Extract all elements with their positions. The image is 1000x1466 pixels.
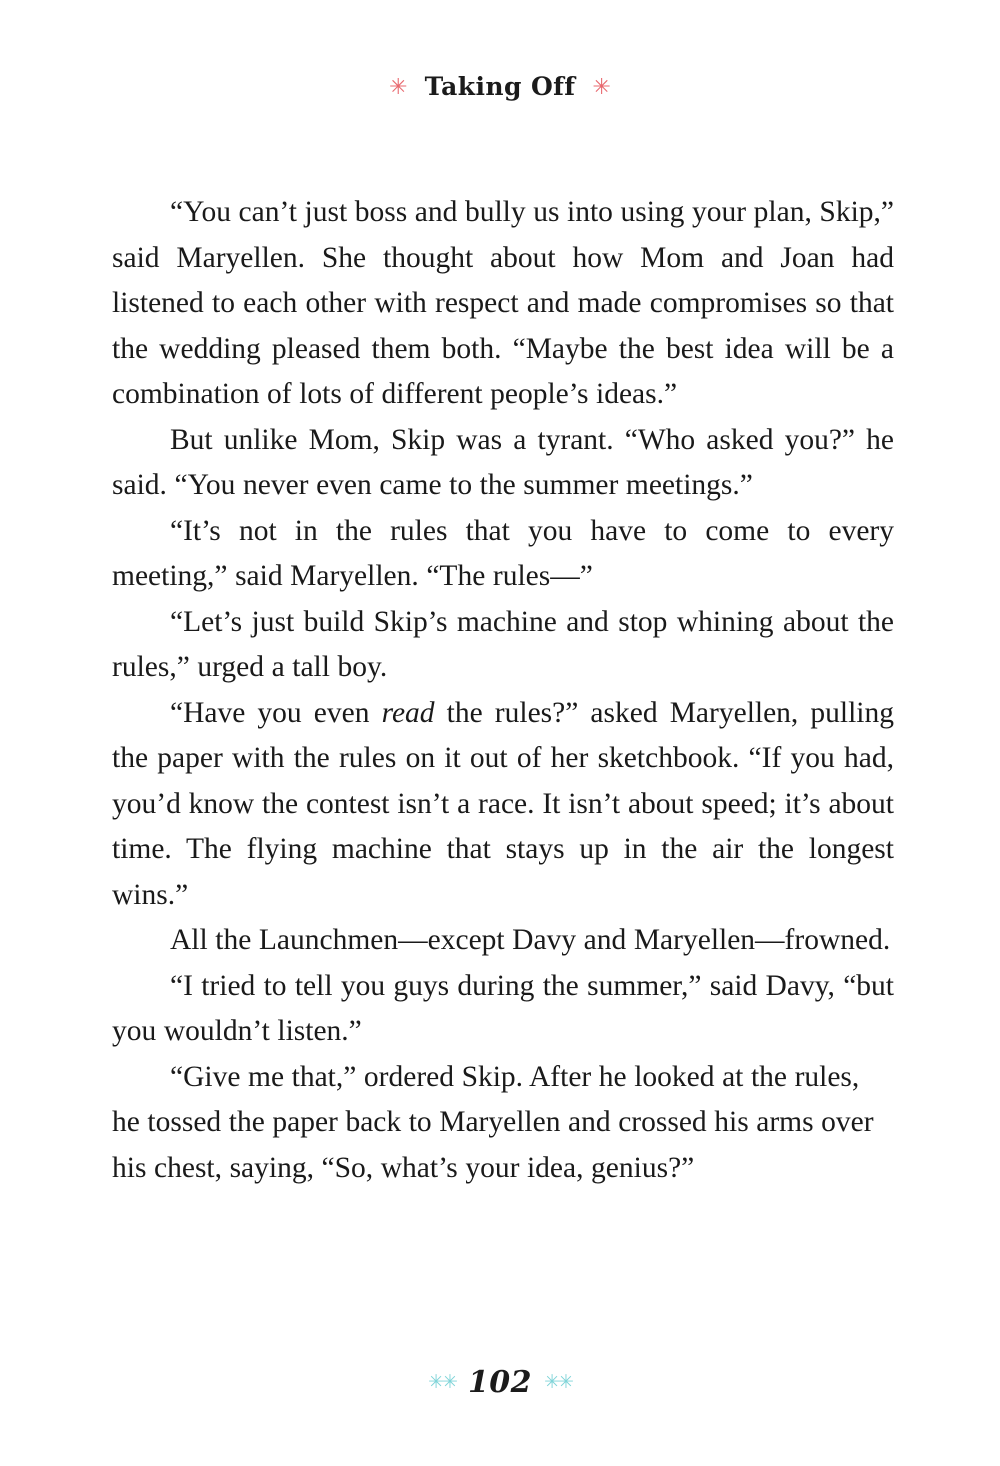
snowflake-ornament-icon: ✳✳ bbox=[428, 1371, 456, 1393]
snowflake-ornament-icon: ✳✳ bbox=[544, 1371, 572, 1393]
folio bbox=[0, 1365, 1000, 1400]
paragraph: “Have you even read the rules?” asked Maryellen, pulling the paper with the rules on it out of her sketchbook. “If you had, you’d know the contest isn’t a race. It isn’t about speed; it’s about time. The flying machine that stays up in the air the longest wins.” bbox=[112, 696, 894, 911]
asterisk-ornament-icon: ✳ bbox=[592, 74, 611, 100]
paragraph: All the Launchmen—except Davy and Maryellen—frowned. bbox=[170, 924, 891, 956]
paragraph: But unlike Mom, Skip was a tyrant. “Who asked you?” he said. “You never even came to the summer meetings.” bbox=[112, 423, 894, 501]
paragraph: “Let’s just build Skip’s machine and stop whining about the rules,” urged a tall boy. bbox=[112, 605, 894, 683]
paragraph: “I tried to tell you guys during the summer,” said Davy, “but you wouldn’t listen.” bbox=[112, 969, 894, 1047]
asterisk-ornament-icon: ✳ bbox=[389, 74, 408, 100]
chapter-title: Taking Off bbox=[424, 72, 576, 101]
page-number: 102 bbox=[467, 1365, 533, 1400]
running-head bbox=[0, 72, 1000, 101]
paragraph: “Give me that,” ordered Skip. After he looked at the rules, he tossed the paper back to Maryellen and crossed his arms over his chest, saying, “So, what’s your idea, genius?” bbox=[112, 1060, 874, 1184]
page-body bbox=[112, 190, 894, 1191]
paragraph: “You can’t just boss and bully us into using your plan, Skip,” said Maryellen. She thought about how Mom and Joan had listened to each other with respect and made compromises so that the wedding pleased them both. “Maybe the best idea will be a combination of lots of different people’s ideas.” bbox=[112, 196, 894, 410]
paragraph: “It’s not in the rules that you have to come to every meeting,” said Maryellen. “The rules—” bbox=[112, 514, 894, 592]
